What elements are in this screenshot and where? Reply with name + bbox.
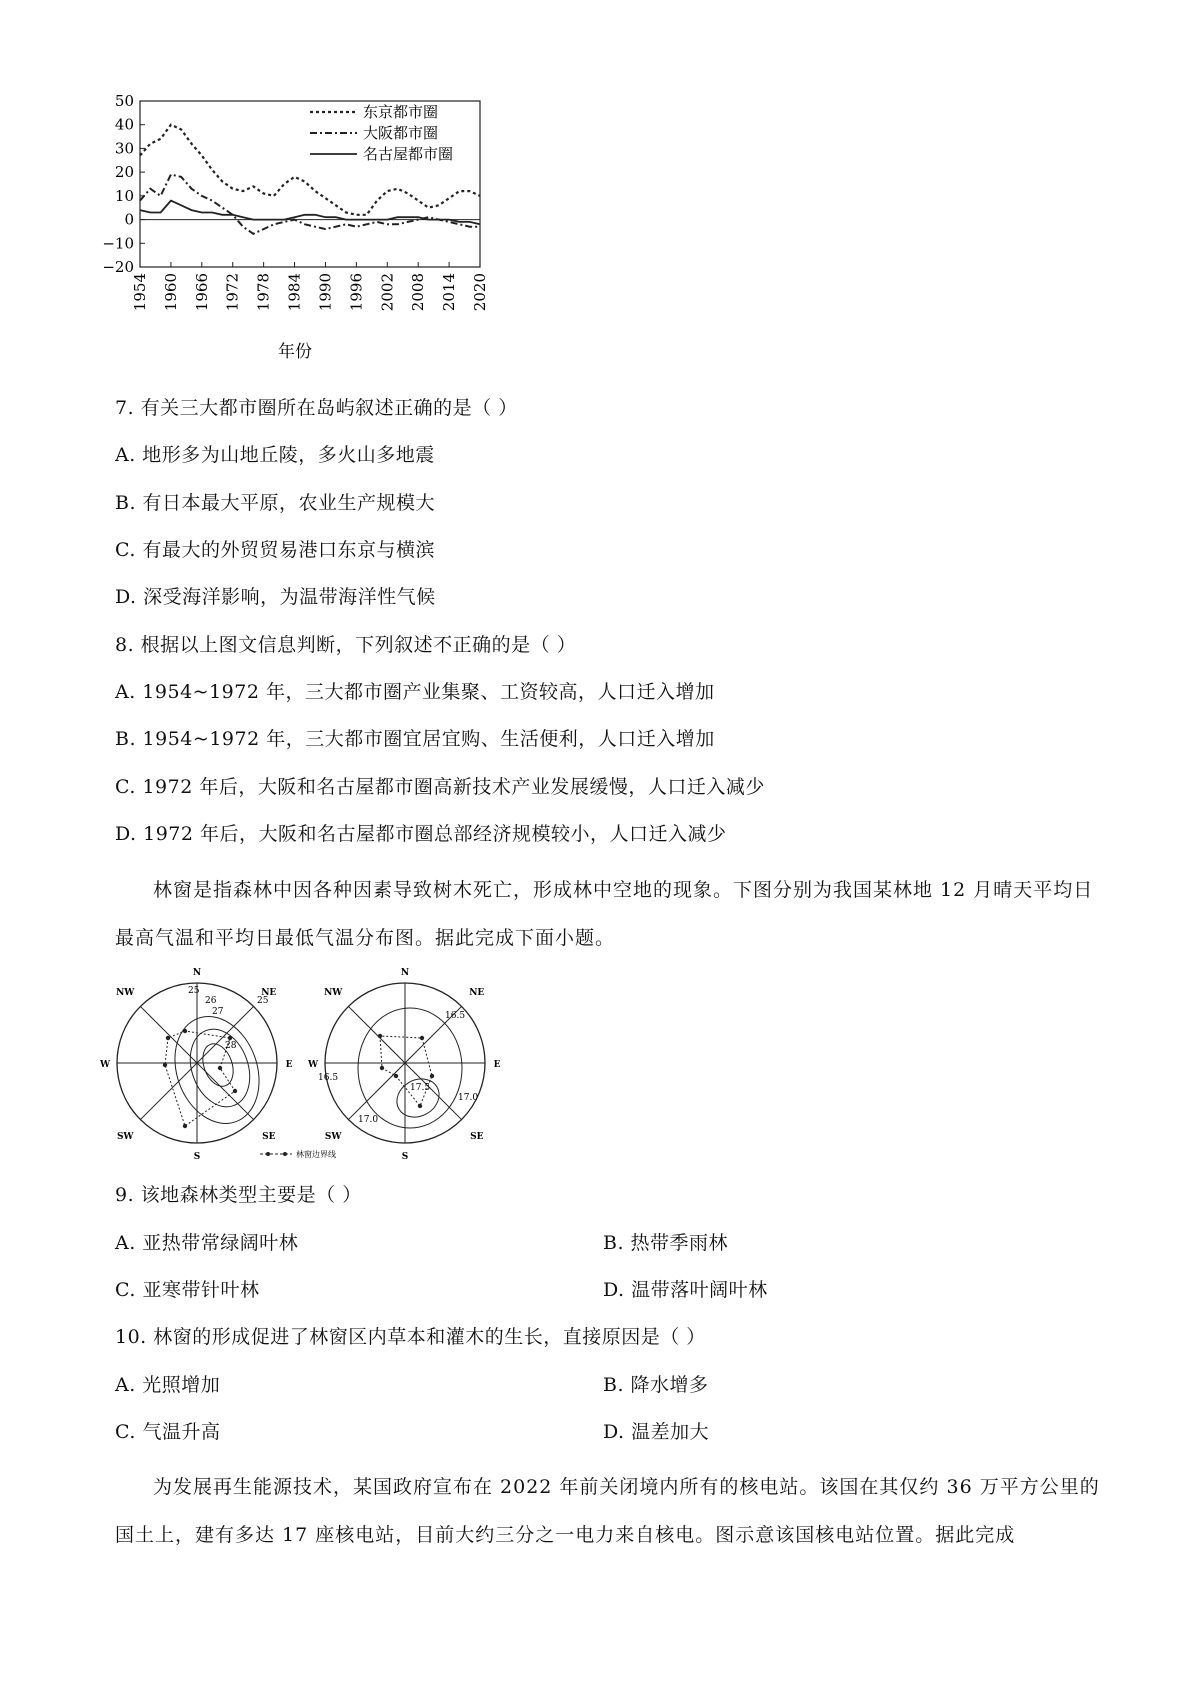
right-boundary-point [378, 1034, 382, 1038]
x-tick-label: 2002 [378, 273, 397, 312]
y-tick-label: 30 [114, 139, 134, 158]
q9-option-c[interactable]: C. 亚寒带针叶林 [115, 1279, 260, 1301]
x-tick-label: 1966 [192, 273, 211, 312]
right-isotherm-label: 16.5 [318, 1073, 339, 1083]
x-tick-label: 1990 [316, 273, 335, 312]
q10-stem: 10. 林窗的形成促进了林窗区内草本和灌木的生长，直接原因是（ ） [115, 1326, 706, 1348]
right-dir-se: SE [470, 1131, 484, 1142]
y-tick-label: 20 [114, 163, 134, 182]
left-dir-se: SE [262, 1131, 276, 1142]
q10-option-d[interactable]: D. 温差加大 [603, 1421, 710, 1443]
gap-legend-dot [283, 1152, 287, 1156]
left-boundary-point [183, 1124, 187, 1128]
forest-temperature-diagrams [99, 958, 560, 1162]
left-boundary-point [163, 1063, 167, 1067]
right-isotherm-label: 17.0 [458, 1093, 479, 1103]
gap-legend-label: 林窗边界线 [296, 1150, 336, 1159]
q9-stem: 9. 该地森林类型主要是（ ） [115, 1184, 362, 1206]
y-tick-label: 50 [114, 92, 134, 110]
left-dir-sw: SW [116, 1131, 134, 1142]
q10-option-c[interactable]: C. 气温升高 [115, 1421, 221, 1443]
right-dir-n: N [400, 968, 410, 978]
left-dir-n: N [192, 968, 202, 978]
q7-option-a[interactable]: A. 地形多为山地丘陵，多火山多地震 [115, 444, 435, 466]
gap-legend-dot [266, 1152, 270, 1156]
q8-option-c[interactable]: C. 1972 年后，大阪和名古屋都市圈高新技术产业发展缓慢，人口迁入减少 [115, 776, 765, 798]
q7-option-b[interactable]: B. 有日本最大平原，农业生产规模大 [115, 492, 436, 514]
right-boundary-point [380, 1066, 384, 1070]
right-dir-sw: SW [324, 1131, 342, 1142]
left-isotherm-label: 25 [188, 986, 200, 996]
right-dir-e: E [493, 1060, 501, 1070]
left-dir-ne: NE [261, 988, 277, 999]
q7-option-d[interactable]: D. 深受海洋影响，为温带海洋性气候 [115, 586, 436, 608]
legend-label-2: 大阪都市圈 [363, 124, 439, 142]
left-isotherm-label: 28 [225, 1041, 237, 1051]
x-axis-label: 年份 [278, 342, 312, 362]
right-dir-s: S [401, 1152, 409, 1162]
q9-option-d[interactable]: D. 温带落叶阔叶林 [603, 1279, 768, 1301]
q7-stem: 7. 有关三大都市圈所在岛屿叙述正确的是（ ） [115, 397, 518, 419]
x-tick-label: 1954 [131, 273, 149, 312]
q9-option-b[interactable]: B. 热带季雨林 [603, 1232, 729, 1254]
left-dir-e: E [285, 1060, 293, 1070]
y-tick-label: −20 [102, 258, 134, 276]
forest-gap-intro: 林窗是指森林中因各种因素导致树木死亡，形成林中空地的现象。下图分别为我国某林地 12 月晴天平均日最高气温和平均日最低气温分布图。据此完成下面小题。 [115, 879, 1094, 949]
right-boundary-point [430, 1074, 434, 1078]
x-tick-label: 1972 [223, 273, 242, 312]
q9-option-a[interactable]: A. 亚热带常绿阔叶林 [115, 1232, 299, 1254]
population-migration-chart [95, 92, 525, 370]
x-tick-label: 1984 [285, 273, 304, 312]
left-isotherm-label: 26 [205, 996, 217, 1006]
left-isotherm-label: 27 [212, 1007, 224, 1017]
legend-label-3: 名古屋都市圈 [363, 145, 454, 163]
left-isotherm-label: 25 [257, 996, 269, 1006]
left-boundary-point [233, 1089, 237, 1093]
left-dir-s: S [193, 1152, 201, 1162]
left-dir-nw: NW [116, 988, 135, 999]
right-isotherm-label: 16.5 [445, 1011, 466, 1021]
right-boundary-point [420, 1036, 424, 1040]
nuclear-intro: 为发展再生能源技术，某国政府宣布在 2022 年前关闭境内所有的核电站。该国在其仅约 36 万平方公里的国土上，建有多达 17 座核电站，目前大约三分之一电力来自核电。图示意该国核电站位置。据此完成 [115, 1476, 1100, 1546]
y-tick-label: 40 [114, 115, 134, 134]
series-line-2 [140, 175, 480, 234]
q10-option-a[interactable]: A. 光照增加 [115, 1374, 221, 1396]
x-tick-label: 2020 [471, 273, 489, 312]
left-compass [99, 968, 293, 1162]
right-dir-w: W [307, 1060, 319, 1070]
right-boundary-point [394, 1074, 398, 1078]
right-compass [307, 968, 501, 1162]
q8-option-b[interactable]: B. 1954~1972 年，三大都市圈宜居宜购、生活便利，人口迁入增加 [115, 728, 715, 750]
left-boundary-point [166, 1036, 170, 1040]
x-tick-label: 1996 [347, 273, 366, 312]
left-dir-w: W [99, 1060, 111, 1070]
y-tick-label: 10 [114, 186, 134, 205]
left-boundary-point [228, 1036, 232, 1040]
legend-label-1: 东京都市圈 [363, 103, 439, 121]
series-line-3 [140, 201, 480, 225]
x-tick-label: 2008 [409, 273, 428, 312]
q8-option-a[interactable]: A. 1954~1972 年，三大都市圈产业集聚、工资较高，人口迁入增加 [115, 681, 715, 703]
x-tick-label: 1978 [254, 273, 273, 312]
q8-stem: 8. 根据以上图文信息判断，下列叙述不正确的是（ ） [115, 634, 577, 656]
right-boundary-point [418, 1104, 422, 1108]
left-boundary-point [183, 1029, 187, 1033]
y-tick-label: −10 [102, 234, 134, 253]
y-tick-label: 0 [124, 210, 134, 229]
left-boundary-point [218, 1066, 222, 1070]
q7-option-c[interactable]: C. 有最大的外贸贸易港口东京与横滨 [115, 539, 435, 561]
right-dir-nw: NW [324, 988, 343, 999]
x-tick-label: 2014 [440, 273, 459, 312]
right-isotherm-label: 17.0 [358, 1115, 379, 1125]
right-isotherm-label: 17.5 [410, 1083, 431, 1093]
right-dir-ne: NE [469, 988, 485, 999]
q10-option-b[interactable]: B. 降水增多 [603, 1374, 709, 1396]
x-tick-label: 1960 [161, 273, 180, 312]
q8-option-d[interactable]: D. 1972 年后，大阪和名古屋都市圈总部经济规模较小，人口迁入减少 [115, 823, 727, 845]
